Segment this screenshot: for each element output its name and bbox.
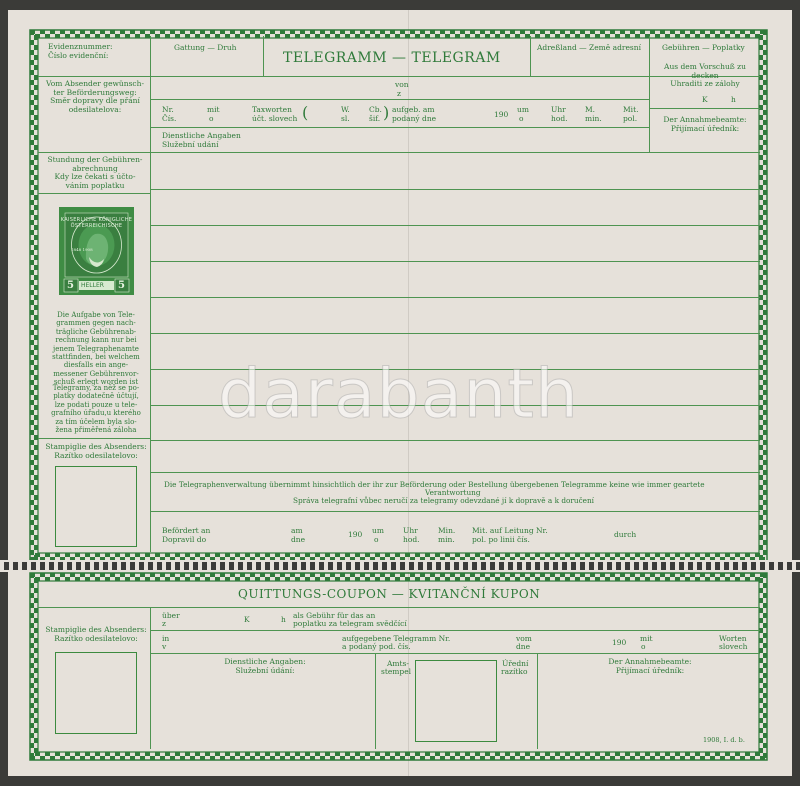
coupon-stamp-l2: Razítko odesilatelovo: <box>54 633 138 643</box>
col-taxworten: Taxworten <box>252 105 292 114</box>
col-mit2: Mit. <box>623 105 639 114</box>
sender-stamp-box[interactable] <box>55 466 137 547</box>
notice_de-line: stattfinden, bei welchem <box>52 353 140 362</box>
left-divider-3 <box>38 438 151 439</box>
printer-imprint: 1908, I. d. b. <box>703 736 745 744</box>
sender-stamp-label <box>40 443 152 460</box>
paren-open: ( <box>302 103 309 122</box>
col-pol: pol. <box>623 114 638 123</box>
fee-h: h <box>731 95 736 104</box>
forward-mit: Mit. auf Leitung Nr. <box>472 526 548 535</box>
stamp-value-right: 5 <box>118 280 125 291</box>
forward-am: am <box>291 526 303 535</box>
advance-label <box>650 63 760 89</box>
notice_de-line: messener Gebührenvor- <box>53 369 139 378</box>
stamp-value-left: 5 <box>67 280 74 291</box>
message-line[interactable] <box>150 297 760 298</box>
form-title: TELEGRAMM — TELEGRAM <box>283 50 501 66</box>
evidence-label: Evidenznummer: <box>48 42 113 51</box>
coupon-o: o <box>641 642 646 651</box>
col-um: um <box>517 105 529 114</box>
notice_cz-line: za tím účelem byla slo- <box>55 417 137 426</box>
deferral-l4: váním poplatku <box>65 180 125 190</box>
route-von: von <box>395 80 409 89</box>
coupon-v: v <box>162 642 167 651</box>
disclaimer-divider <box>150 511 760 512</box>
coupon-service-l1: Dienstliche Angaben: <box>224 657 306 666</box>
col-cb: Cb. <box>369 105 382 114</box>
right-column-divider <box>649 36 650 153</box>
notice_cz-line: Telegramy, za něž se po- <box>52 384 140 392</box>
paren-close: ) <box>383 103 390 122</box>
forward-hod: hod. <box>403 535 420 544</box>
coupon-amts: Amts- <box>387 659 409 668</box>
header-sep-1 <box>263 36 264 76</box>
deferral-l3: Kdy lze čekati s účto- <box>54 172 136 181</box>
notice_cz-line: žena přiměřená záloha <box>55 426 137 435</box>
route-z: z <box>397 89 401 98</box>
coupon-als: als Gebühr für das an <box>293 611 376 620</box>
forward-durch: durch <box>614 530 637 539</box>
postage-stamp <box>59 207 134 295</box>
disclaimer-cz: Správa telegrafní vůbec neručí za telegramy odevzdané jí k dopravě a k doručení <box>293 496 595 505</box>
stamp-unit: HELLER <box>81 282 104 289</box>
message-line[interactable] <box>150 440 760 441</box>
col-uhr: Uhr <box>551 105 566 114</box>
coupon-mit: mit <box>640 634 653 643</box>
disclaimer-de: Die Telegraphenverwaltung übernimmt hinsichtlich der ihr zur Beförderung oder Bestellung übergebenen Telegramme keine wie immer geartete <box>164 480 705 489</box>
forward-um: um <box>372 526 384 535</box>
deferral-l1: Stundung der Gebühren- <box>47 155 143 164</box>
forward-o: o <box>374 535 379 544</box>
forward-min: Min. <box>438 526 456 535</box>
sender-route-l1: Vom Absender gewünsch- <box>45 79 145 88</box>
advance-l2: decken <box>691 70 719 80</box>
perforation-holes <box>0 560 800 572</box>
coupon-sep-2 <box>537 653 538 749</box>
coupon-clerk-l1: Der Annahmebeamte: <box>608 657 692 666</box>
col-o2: o <box>519 114 524 123</box>
message-line[interactable] <box>150 189 760 190</box>
col-w: W. <box>341 105 350 114</box>
notice_de-line: rechnung kann nur bei <box>55 336 137 345</box>
forward-year: 190 <box>348 530 363 539</box>
coupon-vom: vom <box>516 634 532 643</box>
deferral-notice-de <box>42 311 150 387</box>
coupon-stamp-l1: Stampiglie des Absenders: <box>45 625 147 634</box>
clerk-label <box>650 116 760 133</box>
fees-label: Gebühren — Poplatky <box>662 43 745 52</box>
notice_cz-line: platky dodatečně účtují, <box>53 392 139 401</box>
coupon-k: K <box>244 615 250 624</box>
service-divider <box>150 152 760 153</box>
stamp-arc-text: KAISERLICHE KÖNIGLICHE ÖSTERREICHISCHE <box>60 217 133 229</box>
notice_de-line: jenem Telegraphenamte <box>53 344 139 353</box>
route-divider <box>150 99 650 100</box>
notice_cz-line: lze podati pouze u tele- <box>54 400 138 409</box>
sender-route-l2: ter Beförderungsweg: <box>53 87 137 97</box>
clerk-l2: Přijímací úředník: <box>670 123 740 133</box>
stamp-years: 1848 1908 <box>71 247 93 252</box>
deferral-l2: abrechnung <box>72 163 118 173</box>
coupon-stempel: stempel <box>381 667 412 676</box>
coupon-dne: dne <box>516 642 531 651</box>
coupon-title: QUITTUNGS-COUPON — KVITANČNÍ KUPON <box>238 587 541 601</box>
watermark: darabanth <box>218 355 580 434</box>
sender-stamp-l1: Stampiglie des Absenders: <box>45 442 147 451</box>
col-o: o <box>209 114 214 123</box>
header-sep-2 <box>530 36 531 76</box>
forward-dne: dne <box>291 535 306 544</box>
coupon-year: 190 <box>612 638 627 647</box>
coupon-clerk-l2: Přijímací úředník: <box>615 665 685 675</box>
deferral-notice-cz <box>42 384 150 434</box>
type-label: Gattung — Druh <box>174 43 237 52</box>
notice_cz-line: grafního úřadu,u kterého <box>51 409 141 418</box>
col-hod: hod. <box>551 114 568 123</box>
col-min: min. <box>585 114 602 123</box>
official-stamp-box[interactable] <box>415 660 497 742</box>
message-line[interactable] <box>150 225 760 226</box>
col-mit: mit <box>207 105 220 114</box>
notice_de-line: schuß erlegt worden ist <box>53 378 139 387</box>
coupon-stamp-label <box>40 626 152 643</box>
forward-uhr: Uhr <box>403 526 418 535</box>
fees-divider-2 <box>649 108 760 109</box>
col-uct: účt. slovech <box>252 114 298 123</box>
coupon-z: z <box>162 619 166 628</box>
sender-route-l4: odesilatelova: <box>68 104 122 114</box>
col-year: 190 <box>494 110 509 119</box>
left-column-divider <box>150 36 151 552</box>
message-line[interactable] <box>150 261 760 262</box>
col-aufgeb: aufgeb. am <box>392 105 435 114</box>
left-divider-1 <box>38 152 151 153</box>
notice_de-line: Die Aufgabe von Tele- <box>57 311 135 319</box>
forward-dopravil: Dopravil do <box>162 535 207 544</box>
col-podany: podaný dne <box>392 114 437 123</box>
deferral-label <box>40 156 150 190</box>
coupon-urad: Úřední <box>502 659 529 668</box>
col-cis: Čís. <box>162 114 177 123</box>
cols-divider <box>150 127 650 128</box>
advance-l1: Aus dem Vorschuß zu <box>664 62 746 71</box>
notice_de-line: trägliche Gebührenab- <box>55 327 137 336</box>
notice_de-line: grammen gegen nach- <box>56 319 136 328</box>
coupon-razitko: razítko <box>501 667 528 676</box>
evidence-label-cz: Číslo evidenční: <box>48 51 109 60</box>
clerk-l1: Der Annahmebeamte: <box>663 115 747 124</box>
coupon-divider-1 <box>150 630 760 631</box>
coupon-in: in <box>162 634 170 643</box>
address-country-label: Adreßland — Země adresní <box>537 43 641 52</box>
service-label-cz: Služební udání <box>162 140 219 149</box>
col-sl: sl. <box>341 114 350 123</box>
message-line[interactable] <box>150 472 760 473</box>
notice_de-line: diesfalls ein ange- <box>63 361 129 370</box>
col-sif: šif. <box>369 114 381 123</box>
coupon-slovech: slovech <box>719 642 748 651</box>
coupon-aufgegebene: aufgegebene Telegramm Nr. <box>342 634 451 643</box>
coupon-uber: über <box>162 611 180 620</box>
sender-stamp-l2: Razítko odesilatelovo: <box>54 450 138 460</box>
coupon-divider-2 <box>150 653 760 654</box>
coupon-sep-1 <box>375 653 376 749</box>
service-label: Dienstliche Angaben <box>162 131 241 140</box>
advance-l3: Uhraditi ze zálohy <box>670 79 740 88</box>
sender-route-label <box>40 80 150 114</box>
coupon-als-cz: poplatku za telegram svědčící <box>293 619 407 628</box>
col-m: M. <box>585 105 596 114</box>
sender-route-l3: Směr dopravy dle přání <box>50 96 140 105</box>
coupon-podany: a podaný pod. čís. <box>342 642 411 651</box>
left-divider-2 <box>38 193 151 194</box>
coupon-clerk-label <box>560 658 740 675</box>
coupon-title-divider <box>38 607 760 608</box>
forward-pol: pol. po linii čís. <box>472 535 530 544</box>
fee-k: K <box>702 95 708 104</box>
forward-min2: min. <box>438 535 455 544</box>
coupon-worten: Worten <box>719 634 747 643</box>
coupon-service-label <box>155 658 375 675</box>
col-nr: Nr. <box>162 105 174 114</box>
coupon-stamp-box[interactable] <box>55 652 137 734</box>
message-line[interactable] <box>150 333 760 334</box>
disclaimer-de-2: Verantwortung <box>425 488 481 497</box>
coupon-h: h <box>281 615 286 624</box>
forward-befordert: Befördert an <box>162 526 211 535</box>
coupon-service-l2: Služební údání: <box>235 665 295 675</box>
